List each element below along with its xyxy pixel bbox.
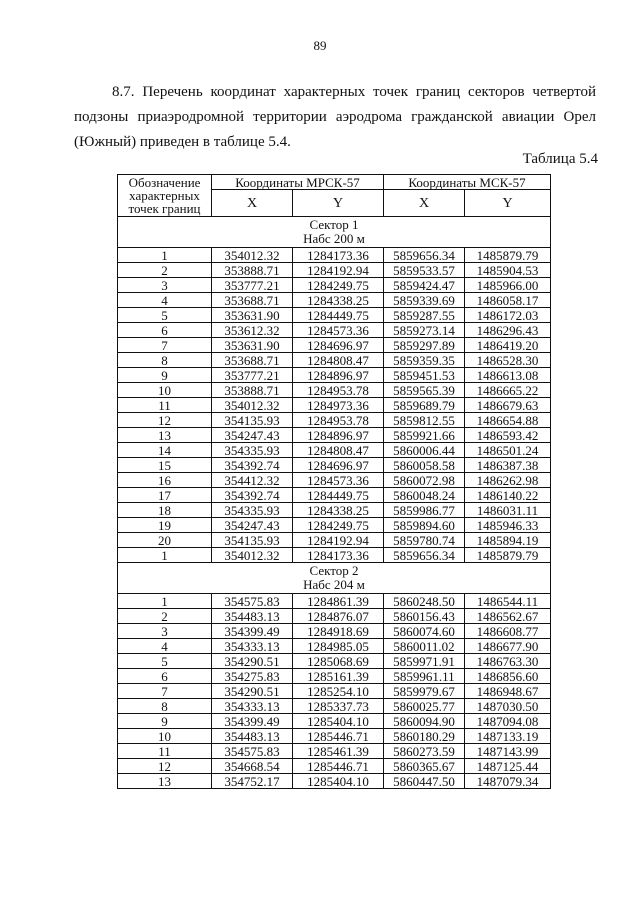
msk-y-cell: 1486608.77 [465, 624, 551, 639]
mrsk-y-cell: 1284573.36 [293, 323, 384, 338]
point-number-cell: 10 [118, 729, 212, 744]
msk-x-cell: 5859359.35 [384, 353, 465, 368]
mrsk-y-cell: 1284876.07 [293, 609, 384, 624]
table-row [118, 338, 551, 353]
table-row [118, 699, 551, 714]
msk-x-cell: 5859656.34 [384, 548, 465, 563]
point-number-cell: 14 [118, 443, 212, 458]
table-row [118, 714, 551, 729]
msk-x-cell: 5860074.60 [384, 624, 465, 639]
mrsk-x-cell: 354412.32 [212, 473, 293, 488]
point-number-cell: 18 [118, 503, 212, 518]
point-number-cell: 1 [118, 248, 212, 263]
table-row [118, 609, 551, 624]
mrsk-y-cell: 1284338.25 [293, 293, 384, 308]
mrsk-x-cell: 354335.93 [212, 503, 293, 518]
table-row [118, 669, 551, 684]
mrsk-y-cell: 1284173.36 [293, 548, 384, 563]
point-number-cell: 11 [118, 744, 212, 759]
point-number-cell: 3 [118, 624, 212, 639]
msk-y-cell: 1486058.17 [465, 293, 551, 308]
mrsk-x-cell: 354335.93 [212, 443, 293, 458]
mrsk-x-cell: 354575.83 [212, 594, 293, 609]
sector-header [118, 217, 551, 248]
mrsk-y-cell: 1284249.75 [293, 518, 384, 533]
mrsk-y-cell: 1284249.75 [293, 278, 384, 293]
msk-y-cell: 1486763.30 [465, 654, 551, 669]
msk-x-cell: 5859424.47 [384, 278, 465, 293]
msk-y-cell: 1487094.08 [465, 714, 551, 729]
mrsk-y-cell: 1284696.97 [293, 338, 384, 353]
point-number-cell: 9 [118, 368, 212, 383]
table-row [118, 548, 551, 563]
mrsk-x-cell: 353688.71 [212, 353, 293, 368]
mrsk-x-cell: 354135.93 [212, 413, 293, 428]
table-row [118, 368, 551, 383]
msk-y-cell: 1485904.53 [465, 263, 551, 278]
msk-y-cell: 1485879.79 [465, 548, 551, 563]
msk-y-cell: 1486677.90 [465, 639, 551, 654]
table-row [118, 654, 551, 669]
table-row [118, 744, 551, 759]
point-number-cell: 2 [118, 609, 212, 624]
table-row [118, 443, 551, 458]
msk-y-cell: 1486665.22 [465, 383, 551, 398]
point-number-cell: 2 [118, 263, 212, 278]
msk-y-cell: 1486419.20 [465, 338, 551, 353]
msk-x-cell: 5859297.89 [384, 338, 465, 353]
msk-y-cell: 1486593.42 [465, 428, 551, 443]
msk-y-cell: 1487133.19 [465, 729, 551, 744]
msk-y-cell: 1486172.03 [465, 308, 551, 323]
sector-height: Набс 204 м [303, 577, 365, 592]
header-designation: Обозначение характерных точек границ [118, 175, 212, 217]
point-number-cell: 8 [118, 699, 212, 714]
mrsk-y-cell: 1284192.94 [293, 263, 384, 278]
msk-x-cell: 5859689.79 [384, 398, 465, 413]
table-header [118, 175, 551, 217]
mrsk-x-cell: 354752.17 [212, 774, 293, 789]
mrsk-x-cell: 354135.93 [212, 533, 293, 548]
mrsk-x-cell: 353612.32 [212, 323, 293, 338]
mrsk-x-cell: 354483.13 [212, 729, 293, 744]
mrsk-y-cell: 1284918.69 [293, 624, 384, 639]
msk-y-cell: 1487079.34 [465, 774, 551, 789]
mrsk-y-cell: 1284808.47 [293, 353, 384, 368]
msk-y-cell: 1486296.43 [465, 323, 551, 338]
header-msk-x: X [384, 190, 465, 217]
msk-y-cell: 1486613.08 [465, 368, 551, 383]
table-row [118, 624, 551, 639]
msk-y-cell: 1486948.67 [465, 684, 551, 699]
point-number-cell: 5 [118, 308, 212, 323]
mrsk-x-cell: 354399.49 [212, 624, 293, 639]
table-row [118, 278, 551, 293]
msk-x-cell: 5859921.66 [384, 428, 465, 443]
point-number-cell: 5 [118, 654, 212, 669]
mrsk-y-cell: 1285404.10 [293, 774, 384, 789]
mrsk-y-cell: 1284173.36 [293, 248, 384, 263]
sector-title: Сектор 1 [309, 217, 359, 232]
mrsk-x-cell: 354483.13 [212, 609, 293, 624]
table-row [118, 293, 551, 308]
table-body [118, 217, 551, 789]
sector-title: Сектор 2 [309, 563, 359, 578]
point-number-cell: 1 [118, 594, 212, 609]
point-number-cell: 1 [118, 548, 212, 563]
point-number-cell: 4 [118, 293, 212, 308]
table-row [118, 684, 551, 699]
msk-x-cell: 5860006.44 [384, 443, 465, 458]
table-row [118, 308, 551, 323]
mrsk-x-cell: 354668.54 [212, 759, 293, 774]
header-msk: Координаты МСК-57 [384, 175, 551, 190]
msk-y-cell: 1486140.22 [465, 488, 551, 503]
point-number-cell: 19 [118, 518, 212, 533]
sector-header-row [118, 563, 551, 594]
msk-x-cell: 5859812.55 [384, 413, 465, 428]
msk-x-cell: 5860156.43 [384, 609, 465, 624]
sector-height: Набс 200 м [303, 231, 365, 246]
point-number-cell: 15 [118, 458, 212, 473]
msk-y-cell: 1486856.60 [465, 669, 551, 684]
msk-y-cell: 1485879.79 [465, 248, 551, 263]
msk-x-cell: 5860048.24 [384, 488, 465, 503]
table-row [118, 458, 551, 473]
msk-x-cell: 5859894.60 [384, 518, 465, 533]
mrsk-y-cell: 1284985.05 [293, 639, 384, 654]
mrsk-y-cell: 1284896.97 [293, 428, 384, 443]
msk-x-cell: 5859565.39 [384, 383, 465, 398]
mrsk-y-cell: 1285404.10 [293, 714, 384, 729]
mrsk-y-cell: 1284953.78 [293, 413, 384, 428]
point-number-cell: 7 [118, 684, 212, 699]
msk-x-cell: 5860273.59 [384, 744, 465, 759]
page-number: 89 [313, 38, 327, 53]
mrsk-y-cell: 1284861.39 [293, 594, 384, 609]
point-number-cell: 10 [118, 383, 212, 398]
mrsk-y-cell: 1284573.36 [293, 473, 384, 488]
msk-x-cell: 5860248.50 [384, 594, 465, 609]
mrsk-x-cell: 354012.32 [212, 548, 293, 563]
msk-y-cell: 1486528.30 [465, 353, 551, 368]
table-row [118, 503, 551, 518]
point-number-cell: 16 [118, 473, 212, 488]
table-row [118, 639, 551, 654]
mrsk-x-cell: 354290.51 [212, 654, 293, 669]
msk-x-cell: 5859339.69 [384, 293, 465, 308]
mrsk-y-cell: 1284449.75 [293, 488, 384, 503]
point-number-cell: 9 [118, 714, 212, 729]
msk-y-cell: 1486031.11 [465, 503, 551, 518]
msk-y-cell: 1487143.99 [465, 744, 551, 759]
point-number-cell: 8 [118, 353, 212, 368]
mrsk-y-cell: 1285446.71 [293, 729, 384, 744]
mrsk-y-cell: 1284896.97 [293, 368, 384, 383]
table-caption: Таблица 5.4 [522, 151, 598, 167]
mrsk-x-cell: 354012.32 [212, 398, 293, 413]
table-row [118, 398, 551, 413]
point-number-cell: 7 [118, 338, 212, 353]
msk-x-cell: 5859533.57 [384, 263, 465, 278]
mrsk-x-cell: 354290.51 [212, 684, 293, 699]
mrsk-y-cell: 1284953.78 [293, 383, 384, 398]
table-row [118, 353, 551, 368]
mrsk-x-cell: 353631.90 [212, 338, 293, 353]
mrsk-x-cell: 353777.21 [212, 368, 293, 383]
table-row [118, 428, 551, 443]
mrsk-x-cell: 353888.71 [212, 263, 293, 278]
point-number-cell: 13 [118, 428, 212, 443]
table-row [118, 533, 551, 548]
msk-y-cell: 1486262.98 [465, 473, 551, 488]
msk-x-cell: 5860072.98 [384, 473, 465, 488]
msk-y-cell: 1486387.38 [465, 458, 551, 473]
mrsk-x-cell: 354392.74 [212, 488, 293, 503]
point-number-cell: 3 [118, 278, 212, 293]
point-number-cell: 13 [118, 774, 212, 789]
mrsk-y-cell: 1284808.47 [293, 443, 384, 458]
msk-x-cell: 5859780.74 [384, 533, 465, 548]
msk-y-cell: 1487125.44 [465, 759, 551, 774]
msk-x-cell: 5859287.55 [384, 308, 465, 323]
mrsk-x-cell: 353631.90 [212, 308, 293, 323]
header-mrsk-x: X [212, 190, 293, 217]
msk-y-cell: 1485946.33 [465, 518, 551, 533]
msk-x-cell: 5860058.58 [384, 458, 465, 473]
table-row [118, 774, 551, 789]
header-msk-y: Y [465, 190, 551, 217]
mrsk-x-cell: 354333.13 [212, 699, 293, 714]
msk-y-cell: 1486654.88 [465, 413, 551, 428]
msk-x-cell: 5859961.11 [384, 669, 465, 684]
mrsk-x-cell: 353888.71 [212, 383, 293, 398]
table-row [118, 759, 551, 774]
mrsk-y-cell: 1285068.69 [293, 654, 384, 669]
point-number-cell: 11 [118, 398, 212, 413]
mrsk-x-cell: 354247.43 [212, 428, 293, 443]
sector-header [118, 563, 551, 594]
mrsk-y-cell: 1285161.39 [293, 669, 384, 684]
mrsk-x-cell: 354012.32 [212, 248, 293, 263]
point-number-cell: 6 [118, 323, 212, 338]
point-number-cell: 17 [118, 488, 212, 503]
table-row [118, 248, 551, 263]
msk-y-cell: 1486679.63 [465, 398, 551, 413]
msk-x-cell: 5860011.02 [384, 639, 465, 654]
msk-x-cell: 5860025.77 [384, 699, 465, 714]
mrsk-y-cell: 1284338.25 [293, 503, 384, 518]
msk-x-cell: 5859971.91 [384, 654, 465, 669]
mrsk-y-cell: 1285446.71 [293, 759, 384, 774]
msk-x-cell: 5860094.90 [384, 714, 465, 729]
msk-y-cell: 1486544.11 [465, 594, 551, 609]
mrsk-x-cell: 353688.71 [212, 293, 293, 308]
msk-x-cell: 5860365.67 [384, 759, 465, 774]
table-row [118, 594, 551, 609]
mrsk-x-cell: 354392.74 [212, 458, 293, 473]
mrsk-y-cell: 1284973.36 [293, 398, 384, 413]
mrsk-y-cell: 1284449.75 [293, 308, 384, 323]
msk-y-cell: 1485966.00 [465, 278, 551, 293]
msk-x-cell: 5859273.14 [384, 323, 465, 338]
point-number-cell: 6 [118, 669, 212, 684]
msk-y-cell: 1487030.50 [465, 699, 551, 714]
msk-y-cell: 1486501.24 [465, 443, 551, 458]
table-row [118, 413, 551, 428]
mrsk-x-cell: 354399.49 [212, 714, 293, 729]
point-number-cell: 4 [118, 639, 212, 654]
mrsk-y-cell: 1284192.94 [293, 533, 384, 548]
mrsk-x-cell: 354247.43 [212, 518, 293, 533]
point-number-cell: 20 [118, 533, 212, 548]
mrsk-x-cell: 354333.13 [212, 639, 293, 654]
point-number-cell: 12 [118, 759, 212, 774]
sector-header-row [118, 217, 551, 248]
table-row [118, 473, 551, 488]
mrsk-x-cell: 353777.21 [212, 278, 293, 293]
table-row [118, 729, 551, 744]
msk-x-cell: 5859451.53 [384, 368, 465, 383]
mrsk-y-cell: 1285337.73 [293, 699, 384, 714]
msk-x-cell: 5860180.29 [384, 729, 465, 744]
mrsk-y-cell: 1285461.39 [293, 744, 384, 759]
mrsk-x-cell: 354275.83 [212, 669, 293, 684]
table-row [118, 518, 551, 533]
mrsk-y-cell: 1284696.97 [293, 458, 384, 473]
msk-y-cell: 1485894.19 [465, 533, 551, 548]
point-number-cell: 12 [118, 413, 212, 428]
msk-x-cell: 5860447.50 [384, 774, 465, 789]
msk-x-cell: 5859979.67 [384, 684, 465, 699]
header-mrsk-y: Y [293, 190, 384, 217]
table-row [118, 323, 551, 338]
table-row [118, 263, 551, 278]
header-mrsk: Координаты МРСК-57 [212, 175, 384, 190]
msk-x-cell: 5859656.34 [384, 248, 465, 263]
coordinates-table [117, 174, 551, 789]
table-row [118, 383, 551, 398]
mrsk-x-cell: 354575.83 [212, 744, 293, 759]
intro-paragraph: 8.7. Перечень координат характерных точек границ секторов четвертой подзоны приаэродромной территории аэродрома гражданской авиации Орел (Южный) приведен в таблице 5.4. [74, 84, 596, 150]
msk-y-cell: 1486562.67 [465, 609, 551, 624]
msk-x-cell: 5859986.77 [384, 503, 465, 518]
mrsk-y-cell: 1285254.10 [293, 684, 384, 699]
table-row [118, 488, 551, 503]
